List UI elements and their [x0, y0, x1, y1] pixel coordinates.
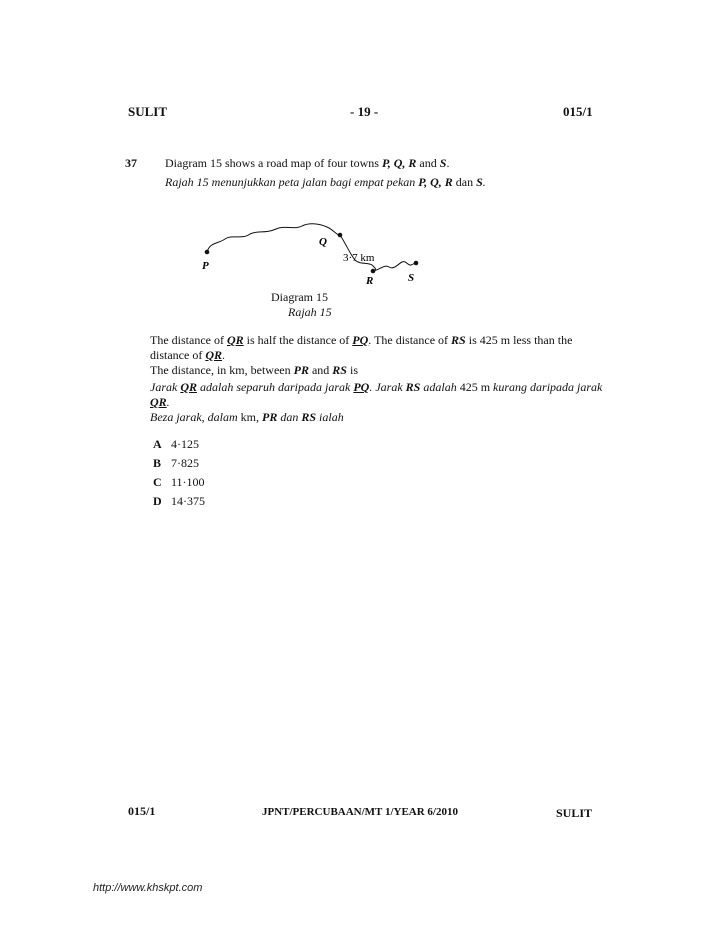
body-ms-line-3: Beza jarak, dalam km, PR dan RS ialah — [150, 410, 344, 424]
town-q-dot — [338, 233, 343, 238]
page-number: - 19 - — [350, 104, 379, 119]
body-en-line-1: The distance of QR is half the distance of PQ. The distance of RS is 425 m less than the — [150, 333, 573, 347]
road-r-to-s — [373, 262, 416, 271]
town-q-label: Q — [319, 236, 327, 248]
town-r-label: R — [366, 275, 374, 287]
body-en-line-3: The distance, in km, between PR and RS is — [150, 363, 358, 377]
body-ms-line-1: Jarak QR adalah separuh daripada jarak PQ. Jarak RS adalah 425 m kurang daripada jarak — [150, 380, 603, 394]
option-d-letter: D — [153, 494, 162, 508]
question-intro-en: Diagram 15 shows a road map of four towns P, Q, R and S. — [165, 156, 450, 170]
header-left: SULIT — [128, 104, 168, 119]
option-c-letter: C — [153, 475, 162, 489]
footer-left: 015/1 — [128, 804, 156, 818]
body-en-line-2: distance of QR. — [150, 348, 225, 362]
question-intro-ms: Rajah 15 menunjukkan peta jalan bagi empat pekan P, Q, R dan S. — [165, 175, 486, 189]
option-b-value: 7·825 — [171, 456, 199, 470]
road-map-diagram — [190, 218, 430, 290]
option-b[interactable] — [153, 456, 199, 471]
option-d-value: 14·375 — [171, 494, 205, 508]
option-b-letter: B — [153, 456, 162, 470]
diagram-caption-ms: Rajah 15 — [288, 305, 332, 319]
option-c-value: 11·100 — [171, 475, 205, 489]
town-s-label: S — [408, 272, 415, 284]
diagram-caption-en: Diagram 15 — [271, 290, 328, 304]
footer-center: JPNT/PERCUBAAN/MT 1/YEAR 6/2010 — [262, 806, 458, 818]
option-a-value: 4·125 — [171, 437, 199, 451]
question-number: 37 — [125, 156, 137, 170]
option-a[interactable] — [153, 437, 199, 452]
body-ms-line-2: QR. — [150, 395, 170, 409]
option-c[interactable] — [153, 475, 205, 490]
footer-right: SULIT — [556, 806, 593, 820]
town-r-dot — [371, 269, 376, 274]
option-a-letter: A — [153, 437, 162, 451]
source-url-link[interactable]: http://www.khskpt.com — [93, 882, 203, 894]
header-right: 015/1 — [563, 104, 593, 119]
distance-label: 3·7 km — [343, 252, 375, 264]
option-d[interactable] — [153, 494, 205, 509]
town-p-dot — [205, 250, 210, 255]
town-s-dot — [414, 261, 419, 266]
town-p-label: P — [202, 260, 209, 272]
